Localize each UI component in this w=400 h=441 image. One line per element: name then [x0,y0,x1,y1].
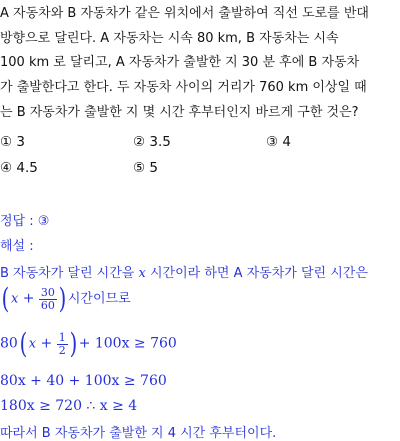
option-5[interactable]: ⑤ 5 [133,160,158,176]
solution-line-3: 80( x + $\frac{1}{2}$ ) + 100x ≥ 760 [0,327,177,360]
question-line: 가 출발한다고 한다. 두 자동차 사이의 거리가 760 km 이상일 때 [0,80,367,95]
question-line: A 자동차와 B 자동차가 같은 위치에서 출발하여 직선 도로를 반대 [0,6,369,21]
solution-line-1: B 자동차가 달린 시간을 x 시간이라 하면 A 자동차가 달린 시간은 [0,266,368,281]
question-line: 100 km 로 달리고, A 자동차가 출발한 지 30 분 후에 B 자동차 [0,55,360,70]
option-3[interactable]: ③ 4 [266,134,291,150]
explanation-heading: 해설 : [0,239,34,254]
solution-line-6: 따라서 B 자동차가 출발한 지 4 시간 후부터이다. [0,426,277,441]
option-2[interactable]: ② 3.5 [133,134,171,150]
solution-line-2: ( x + $\frac{30}{60}$ ) 시간이므로 [1,282,131,315]
answer-line: 정답 : ③ [0,214,50,229]
solution-line-4: 80x + 40 + 100x ≥ 760 [0,373,167,389]
option-1[interactable]: ① 3 [0,134,25,150]
fraction-30-60: $\frac{30}{60}$ [40,285,55,312]
option-4[interactable]: ④ 4.5 [0,160,38,176]
fraction-1-2: $\frac{1}{2}$ [58,330,66,357]
question-line: 는 B 자동차가 출발한 지 몇 시간 후부터인지 바르게 구한 것은? [0,105,359,120]
question-line: 방향으로 달린다. A 자동차는 시속 80 km, B 자동차는 시속 [0,31,339,46]
solution-line-5: 180x ≥ 720 ∴ x ≥ 4 [0,398,138,414]
